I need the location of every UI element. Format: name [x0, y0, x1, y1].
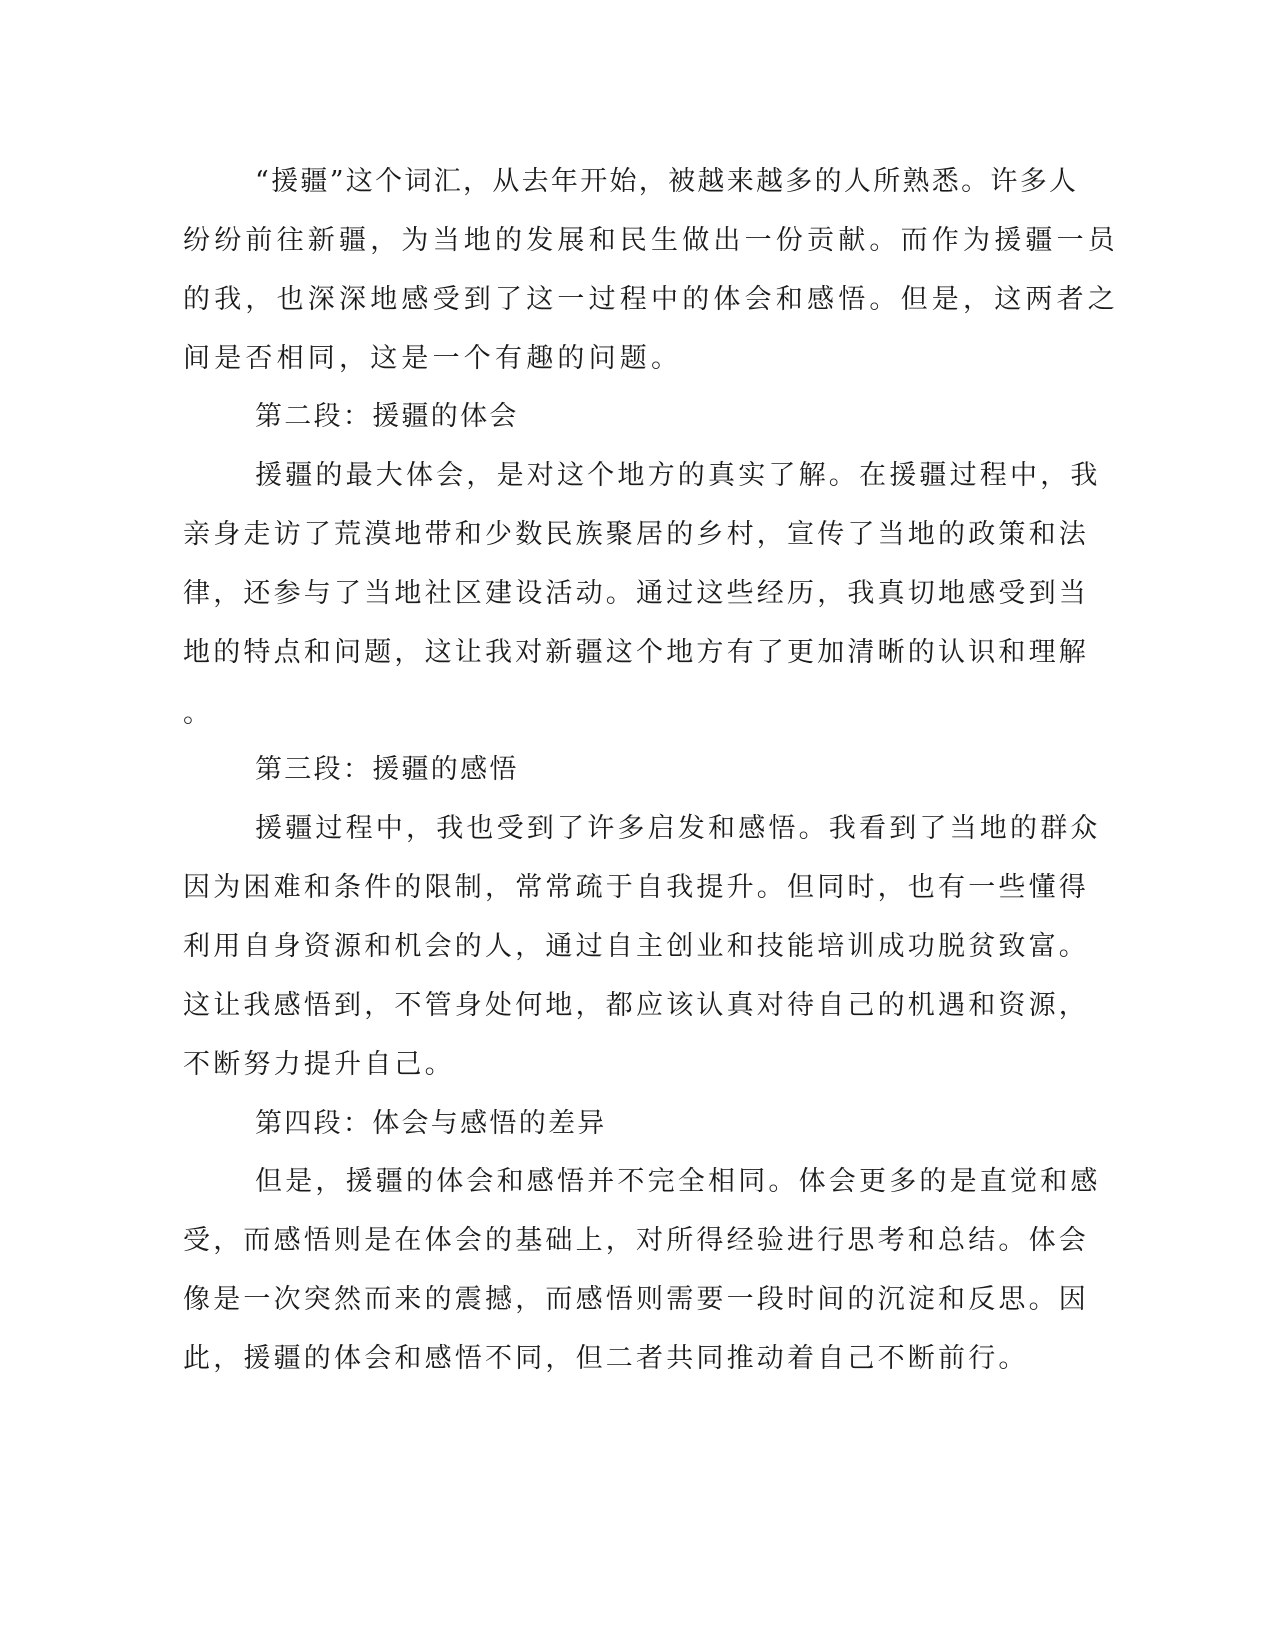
paragraph-2-line-5: 。: [183, 698, 213, 729]
paragraph-4-line-4: 此，援疆的体会和感悟不同，但二者共同推动着自己不断前行。: [183, 1343, 1029, 1374]
section-heading-3: 第三段：援疆的感悟: [255, 754, 519, 785]
paragraph-1-line-1: “援疆”这个词汇，从去年开始，被越来越多的人所熟悉。许多人: [255, 166, 1079, 197]
paragraph-2-line-4: 地的特点和问题，这让我对新疆这个地方有了更加清晰的认识和理解: [183, 637, 1089, 668]
paragraph-3-line-1: 援疆过程中，我也受到了许多启发和感悟。我看到了当地的群众: [255, 813, 1101, 844]
paragraph-4-line-3: 像是一次突然而来的震撼，而感悟则需要一段时间的沉淀和反思。因: [183, 1284, 1089, 1315]
section-heading-2: 第二段：援疆的体会: [255, 401, 519, 432]
paragraph-2-line-2: 亲身走访了荒漠地带和少数民族聚居的乡村，宣传了当地的政策和法: [183, 519, 1089, 550]
paragraph-1-line-4: 间是否相同，这是一个有趣的问题。: [183, 343, 683, 374]
paragraph-1-line-2: 纷纷前往新疆，为当地的发展和民生做出一份贡献。而作为援疆一员: [183, 225, 1119, 256]
paragraph-4-line-1: 但是，援疆的体会和感悟并不完全相同。体会更多的是直觉和感: [255, 1166, 1101, 1197]
paragraph-2-line-1: 援疆的最大体会，是对这个地方的真实了解。在援疆过程中，我: [255, 460, 1101, 491]
section-heading-4: 第四段：体会与感悟的差异: [255, 1108, 607, 1139]
paragraph-4-line-2: 受，而感悟则是在体会的基础上，对所得经验进行思考和总结。体会: [183, 1225, 1089, 1256]
paragraph-1-line-3: 的我，也深深地感受到了这一过程中的体会和感悟。但是，这两者之: [183, 284, 1119, 315]
paragraph-3-line-4: 这让我感悟到，不管身处何地，都应该认真对待自己的机遇和资源，: [183, 990, 1089, 1021]
paragraph-2-line-3: 律，还参与了当地社区建设活动。通过这些经历，我真切地感受到当: [183, 578, 1089, 609]
paragraph-3-line-2: 因为困难和条件的限制，常常疏于自我提升。但同时，也有一些懂得: [183, 872, 1089, 903]
paragraph-3-line-3: 利用自身资源和机会的人，通过自主创业和技能培训成功脱贫致富。: [183, 931, 1089, 962]
paragraph-3-line-5: 不断努力提升自己。: [183, 1049, 455, 1080]
